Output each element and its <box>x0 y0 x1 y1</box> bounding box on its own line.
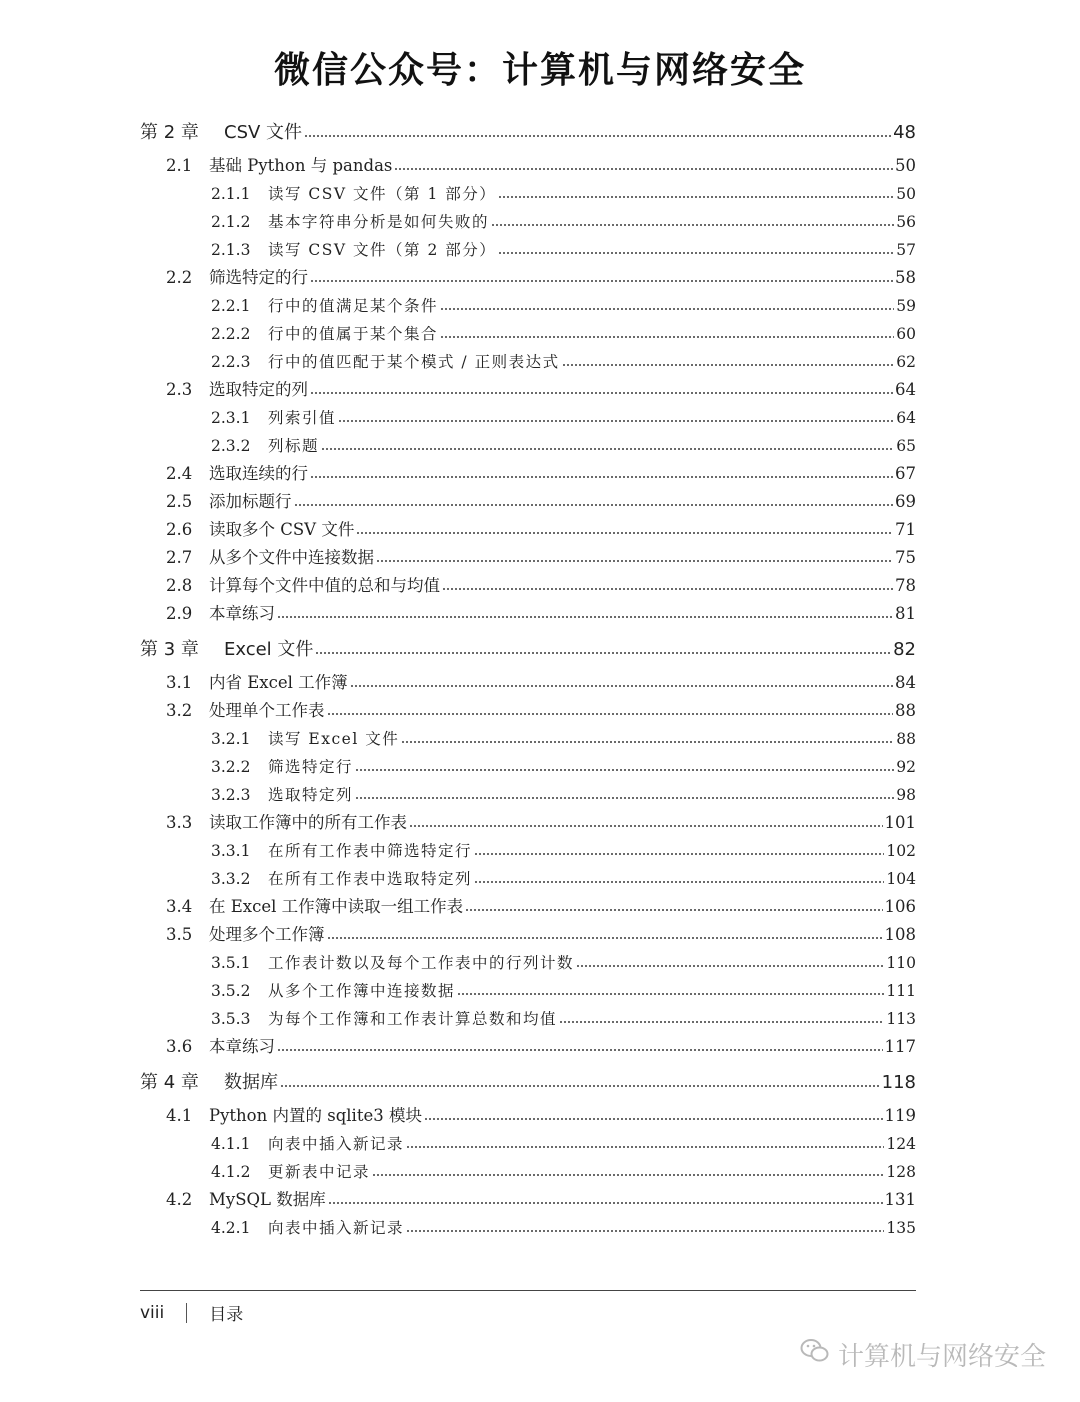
toc-entry-title: 计算每个文件中值的总和与均值 <box>209 576 440 595</box>
toc-entry-number: 3.3.2 <box>211 870 251 888</box>
toc-entry-title: 在 Excel 工作簿中读取一组工作表 <box>209 897 464 916</box>
toc-entry-number: 2.3 <box>166 380 193 399</box>
toc-entry-number: 2.2.3 <box>211 353 251 371</box>
toc-entry-title: 选取特定的列 <box>209 380 308 399</box>
toc-entry-title: 向表中插入新记录 <box>268 1219 405 1237</box>
toc-entry-page: 113 <box>886 1010 916 1028</box>
toc-entry-number: 2.6 <box>166 520 193 539</box>
toc-section-entry <box>140 572 916 600</box>
toc-entry-number: 2.9 <box>166 604 193 623</box>
toc-chapter-entry <box>140 117 916 149</box>
toc-subsection-entry <box>140 725 916 753</box>
toc-entry-number: 2.1.1 <box>211 185 251 203</box>
toc-entry-page: 128 <box>886 1163 916 1181</box>
toc-entry-title: 行中的值满足某个条件 <box>268 297 439 315</box>
toc-entry-number: 3.2.2 <box>211 758 251 776</box>
toc-entry-title: 处理单个工作表 <box>209 701 325 720</box>
toc-section-entry <box>140 921 916 949</box>
dot-leader <box>327 713 894 715</box>
toc-subsection-entry <box>140 865 916 893</box>
toc-subsection-entry <box>140 753 916 781</box>
dot-leader <box>310 392 893 394</box>
dot-leader <box>498 196 894 198</box>
toc-entry-title: 筛选特定行 <box>268 758 354 776</box>
toc-entry-page: 108 <box>884 925 916 944</box>
toc-entry-number: 3.5.1 <box>211 954 251 972</box>
toc-entry-page: 104 <box>886 870 916 888</box>
toc-entry-title: 筛选特定的行 <box>209 268 308 287</box>
dot-leader <box>338 420 894 422</box>
toc-entry-number: 2.1 <box>166 156 193 175</box>
toc-entry-number: 3.2 <box>166 701 193 720</box>
dot-leader <box>315 652 891 654</box>
banner-title: 微信公众号：计算机与网络安全 <box>273 50 806 91</box>
toc-section-entry <box>140 544 916 572</box>
toc-entry-page: 57 <box>896 241 916 259</box>
dot-leader <box>304 135 891 137</box>
toc-subsection-entry <box>140 1130 916 1158</box>
toc-entry-number: 3.2.1 <box>211 730 251 748</box>
toc-entry-number: 2.1.3 <box>211 241 251 259</box>
toc-entry-number: 2.3.2 <box>211 437 251 455</box>
footer-separator <box>186 1303 187 1323</box>
toc-entry-number: 2.7 <box>166 548 193 567</box>
toc-entry-page: 78 <box>895 576 916 595</box>
footer-page-number: viii <box>140 1302 165 1323</box>
dot-leader <box>394 168 893 170</box>
toc-entry-number: 2.2.2 <box>211 325 251 343</box>
dot-leader <box>356 532 893 534</box>
toc-entry-title: 处理多个工作簿 <box>209 925 325 944</box>
dot-leader <box>406 1146 884 1148</box>
toc-section-entry <box>140 669 916 697</box>
dot-leader <box>310 476 893 478</box>
toc-entry-title: 从多个工作簿中连接数据 <box>268 982 456 1000</box>
toc-entry-page: 111 <box>886 982 916 1000</box>
toc-subsection-entry <box>140 320 916 348</box>
toc-entry-number: 2.3.1 <box>211 409 251 427</box>
toc-entry-title: 添加标题行 <box>209 492 292 511</box>
dot-leader <box>277 616 893 618</box>
dot-leader <box>498 252 894 254</box>
toc-subsection-entry <box>140 1214 916 1242</box>
toc-subsection-entry <box>140 949 916 977</box>
dot-leader <box>491 224 894 226</box>
toc-entry-page: 124 <box>886 1135 916 1153</box>
toc-entry-page: 56 <box>896 213 916 231</box>
toc-section-entry <box>140 1033 916 1061</box>
toc-section-entry <box>140 460 916 488</box>
dot-leader <box>440 308 894 310</box>
toc-entry-number: 3.1 <box>166 673 193 692</box>
dot-leader <box>559 1021 884 1023</box>
toc-entry-page: 50 <box>895 156 916 175</box>
toc-section-entry <box>140 697 916 725</box>
toc-entry-title: 行中的值属于某个集合 <box>268 325 439 343</box>
dot-leader <box>294 504 894 506</box>
toc-entry-number: 3.5 <box>166 925 193 944</box>
toc-subsection-entry <box>140 404 916 432</box>
toc-entry-number: 第 3 章 <box>140 639 199 660</box>
toc-entry-number: 第 2 章 <box>140 122 199 143</box>
toc-entry-number: 2.8 <box>166 576 193 595</box>
toc-entry-page: 62 <box>896 353 916 371</box>
toc-subsection-entry <box>140 236 916 264</box>
toc-entry-title: 行中的值匹配于某个模式 / 正则表达式 <box>268 353 560 371</box>
toc-section-entry <box>140 600 916 628</box>
dot-leader <box>355 769 894 771</box>
toc-entry-page: 58 <box>895 268 916 287</box>
toc-entry-title: Excel 文件 <box>224 639 314 660</box>
dot-leader <box>406 1230 884 1232</box>
toc-entry-page: 82 <box>893 639 916 660</box>
toc-subsection-entry <box>140 348 916 376</box>
toc-entry-page: 131 <box>884 1190 916 1209</box>
toc-entry-number: 第 4 章 <box>140 1072 199 1093</box>
toc-entry-title: 读取工作簿中的所有工作表 <box>209 813 407 832</box>
toc-section-entry <box>140 264 916 292</box>
toc-entry-title: 为每个工作簿和工作表计算总数和均值 <box>268 1010 558 1028</box>
toc-subsection-entry <box>140 977 916 1005</box>
toc-entry-number: 4.2 <box>166 1190 193 1209</box>
watermark <box>800 1336 1046 1373</box>
toc-entry-page: 69 <box>895 492 916 511</box>
toc-entry-number: 2.2.1 <box>211 297 251 315</box>
toc-entry-title: 更新表中记录 <box>268 1163 371 1181</box>
toc-entry-number: 3.4 <box>166 897 193 916</box>
toc-entry-title: 在所有工作表中筛选特定行 <box>268 842 473 860</box>
toc-chapter-entry <box>140 1067 916 1099</box>
dot-leader <box>327 937 883 939</box>
toc-entry-number: 4.2.1 <box>211 1219 251 1237</box>
toc-entry-title: 工作表计数以及每个工作表中的行列计数 <box>268 954 575 972</box>
toc-entry-title: 选取连续的行 <box>209 464 308 483</box>
dot-leader <box>474 853 884 855</box>
toc-entry-page: 75 <box>895 548 916 567</box>
toc-entry-title: 读写 Excel 文件 <box>268 730 400 748</box>
wechat-icon <box>800 1338 838 1371</box>
toc-entry-page: 81 <box>895 604 916 623</box>
toc-entry-number: 2.4 <box>166 464 193 483</box>
toc-entry-page: 59 <box>896 297 916 315</box>
dot-leader <box>328 1202 883 1204</box>
toc-entry-page: 110 <box>886 954 916 972</box>
toc-section-entry <box>140 488 916 516</box>
dot-leader <box>440 336 894 338</box>
toc-entry-page: 64 <box>896 409 916 427</box>
toc-section-entry <box>140 516 916 544</box>
toc-entry-page: 106 <box>884 897 916 916</box>
toc-entry-number: 2.5 <box>166 492 193 511</box>
toc-entry-title: 读写 CSV 文件（第 1 部分） <box>268 185 497 203</box>
toc-entry-title: 在所有工作表中选取特定列 <box>268 870 473 888</box>
toc-section-entry <box>140 1186 916 1214</box>
toc-entry-page: 64 <box>895 380 916 399</box>
toc-section-entry <box>140 1102 916 1130</box>
toc-entry-number: 3.5.3 <box>211 1010 251 1028</box>
toc-entry-page: 118 <box>881 1072 916 1093</box>
toc-subsection-entry <box>140 292 916 320</box>
toc-entry-title: 列索引值 <box>268 409 337 427</box>
toc-entry-title: 数据库 <box>224 1072 278 1093</box>
toc-entry-number: 4.1.2 <box>211 1163 251 1181</box>
toc-entry-number: 3.3 <box>166 813 193 832</box>
toc-entry-page: 60 <box>896 325 916 343</box>
dot-leader <box>562 364 895 366</box>
toc-entry-title: 从多个文件中连接数据 <box>209 548 374 567</box>
dot-leader <box>442 588 893 590</box>
toc-entry-title: 本章练习 <box>209 1037 275 1056</box>
toc-entry-title: 向表中插入新记录 <box>268 1135 405 1153</box>
toc-entry-number: 4.1 <box>166 1106 193 1125</box>
footer-section-label: 目录 <box>209 1305 244 1325</box>
toc-entry-title: 基础 Python 与 pandas <box>209 156 393 175</box>
toc-subsection-entry <box>140 208 916 236</box>
toc-subsection-entry <box>140 1158 916 1186</box>
dot-leader <box>310 280 893 282</box>
toc-entry-title: 读写 CSV 文件（第 2 部分） <box>268 241 497 259</box>
toc-subsection-entry <box>140 432 916 460</box>
toc-entry-page: 88 <box>896 730 916 748</box>
dot-leader <box>401 741 894 743</box>
dot-leader <box>576 965 884 967</box>
dot-leader <box>350 685 893 687</box>
toc-entry-page: 119 <box>884 1106 916 1125</box>
toc-chapter-entry <box>140 634 916 666</box>
toc-entry-number: 3.6 <box>166 1037 193 1056</box>
toc-section-entry <box>140 893 916 921</box>
table-of-contents <box>140 117 916 1242</box>
dot-leader <box>457 993 884 995</box>
toc-entry-title: Python 内置的 sqlite3 模块 <box>209 1106 422 1125</box>
toc-subsection-entry <box>140 837 916 865</box>
toc-entry-page: 102 <box>886 842 916 860</box>
toc-entry-title: 基本字符串分析是如何失败的 <box>268 213 490 231</box>
toc-entry-title: 读取多个 CSV 文件 <box>209 520 355 539</box>
toc-entry-page: 98 <box>896 786 916 804</box>
toc-subsection-entry <box>140 1005 916 1033</box>
watermark-text: 计算机与网络安全 <box>837 1342 1046 1372</box>
dot-leader <box>280 1085 880 1087</box>
toc-entry-number: 3.3.1 <box>211 842 251 860</box>
dot-leader <box>409 825 883 827</box>
toc-entry-page: 50 <box>896 185 916 203</box>
toc-entry-title: MySQL 数据库 <box>209 1190 326 1209</box>
dot-leader <box>372 1174 884 1176</box>
toc-subsection-entry <box>140 180 916 208</box>
dot-leader <box>474 881 884 883</box>
toc-entry-page: 88 <box>895 701 916 720</box>
toc-entry-title: 选取特定列 <box>268 786 354 804</box>
toc-entry-number: 4.1.1 <box>211 1135 251 1153</box>
toc-entry-number: 3.2.3 <box>211 786 251 804</box>
toc-entry-page: 92 <box>896 758 916 776</box>
toc-entry-title: 本章练习 <box>209 604 275 623</box>
page-footer <box>140 1300 243 1325</box>
toc-entry-page: 71 <box>895 520 916 539</box>
toc-entry-title: 列标题 <box>268 437 320 455</box>
toc-entry-number: 2.2 <box>166 268 193 287</box>
toc-entry-page: 67 <box>895 464 916 483</box>
toc-section-entry <box>140 376 916 404</box>
toc-entry-page: 84 <box>895 673 916 692</box>
toc-entry-title: 内省 Excel 工作簿 <box>209 673 348 692</box>
toc-entry-page: 48 <box>893 122 916 143</box>
dot-leader <box>321 448 894 450</box>
toc-section-entry <box>140 809 916 837</box>
toc-entry-number: 3.5.2 <box>211 982 251 1000</box>
footer-divider <box>140 1290 916 1291</box>
dot-leader <box>424 1118 883 1120</box>
dot-leader <box>465 909 882 911</box>
toc-entry-page: 65 <box>896 437 916 455</box>
toc-entry-page: 135 <box>886 1219 916 1237</box>
dot-leader <box>355 797 894 799</box>
dot-leader <box>376 560 893 562</box>
toc-entry-number: 2.1.2 <box>211 213 251 231</box>
toc-entry-page: 101 <box>884 813 916 832</box>
toc-entry-page: 117 <box>884 1037 916 1056</box>
dot-leader <box>277 1049 883 1051</box>
toc-entry-title: CSV 文件 <box>224 122 303 143</box>
toc-subsection-entry <box>140 781 916 809</box>
toc-section-entry <box>140 152 916 180</box>
